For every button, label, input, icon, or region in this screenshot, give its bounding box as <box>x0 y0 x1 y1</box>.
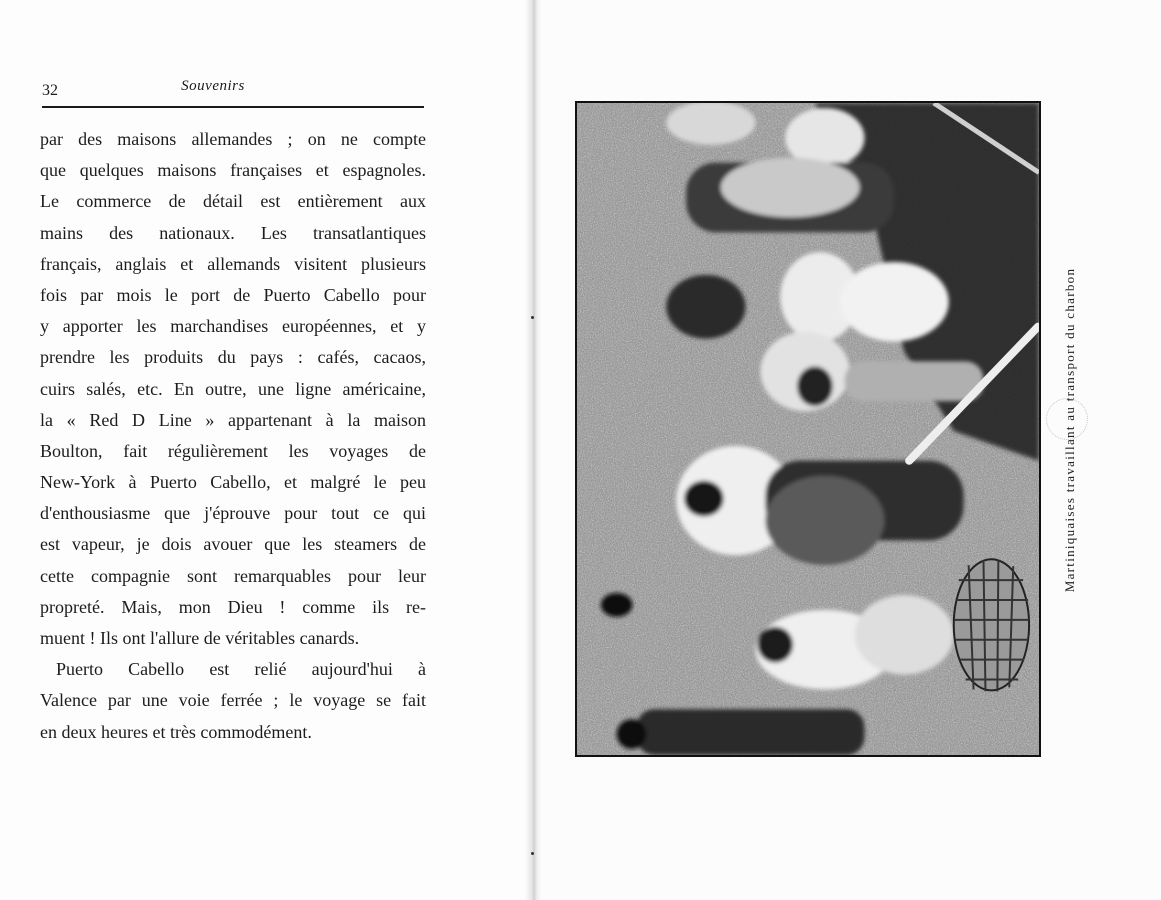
text-line: cuirs salés, etc. En outre, une ligne américaine, <box>40 378 426 399</box>
page-number: 32 <box>42 82 58 99</box>
running-head <box>42 76 424 108</box>
body-text <box>40 124 426 748</box>
text-line: mains des nationaux. Les transatlantiques <box>40 222 426 243</box>
text-line: cette compagnie sont remarquables pour leur <box>40 565 426 586</box>
text-line: New-York à Puerto Cabello, et malgré le peu <box>40 472 426 493</box>
text-line: fois par mois le port de Puerto Cabello pour <box>40 284 426 305</box>
text-line: propreté. Mais, mon Dieu ! comme ils re- <box>40 596 426 617</box>
text-line: prendre les produits du pays : cafés, cacaos, <box>40 347 426 368</box>
text-line: Le commerce de détail est entièrement aux <box>40 191 426 212</box>
paper-speck <box>531 316 534 319</box>
paper-speck <box>531 852 534 855</box>
text-line: français, anglais et allemands visitent plusieurs <box>40 253 426 274</box>
text-line: Valence par une voie ferrée ; le voyage se fait <box>40 690 426 711</box>
book-gutter <box>525 0 541 900</box>
library-stamp <box>1046 398 1088 440</box>
text-line: la « Red D Line » appartenant à la maison <box>40 409 426 430</box>
photograph-plate <box>575 101 1041 757</box>
text-line: muent ! Ils ont l'allure de véritables canards. <box>40 628 360 648</box>
text-line: est vapeur, je dois avouer que les steamers de <box>40 534 426 555</box>
text-line: que quelques maisons françaises et espagnoles. <box>40 160 426 181</box>
basket-shape <box>954 559 1029 691</box>
text-line: Boulton, fait régulièrement les voyages de <box>40 440 426 461</box>
text-line: d'enthousiasme que j'éprouve pour tout ce qui <box>40 503 426 524</box>
running-title: Souvenirs <box>181 78 245 94</box>
text-line: par des maisons allemandes ; on ne compte <box>40 129 426 149</box>
text-line: Puerto Cabello est relié aujourd'hui à <box>56 659 426 680</box>
text-line: en deux heures et très commodément. <box>40 721 312 742</box>
left-page <box>0 0 532 900</box>
caption-text: Martiniquaises travaillant au transport du charbon <box>1062 267 1077 593</box>
photograph-image <box>577 103 1039 755</box>
text-line: y apporter les marchandises européennes, et y <box>40 316 426 337</box>
